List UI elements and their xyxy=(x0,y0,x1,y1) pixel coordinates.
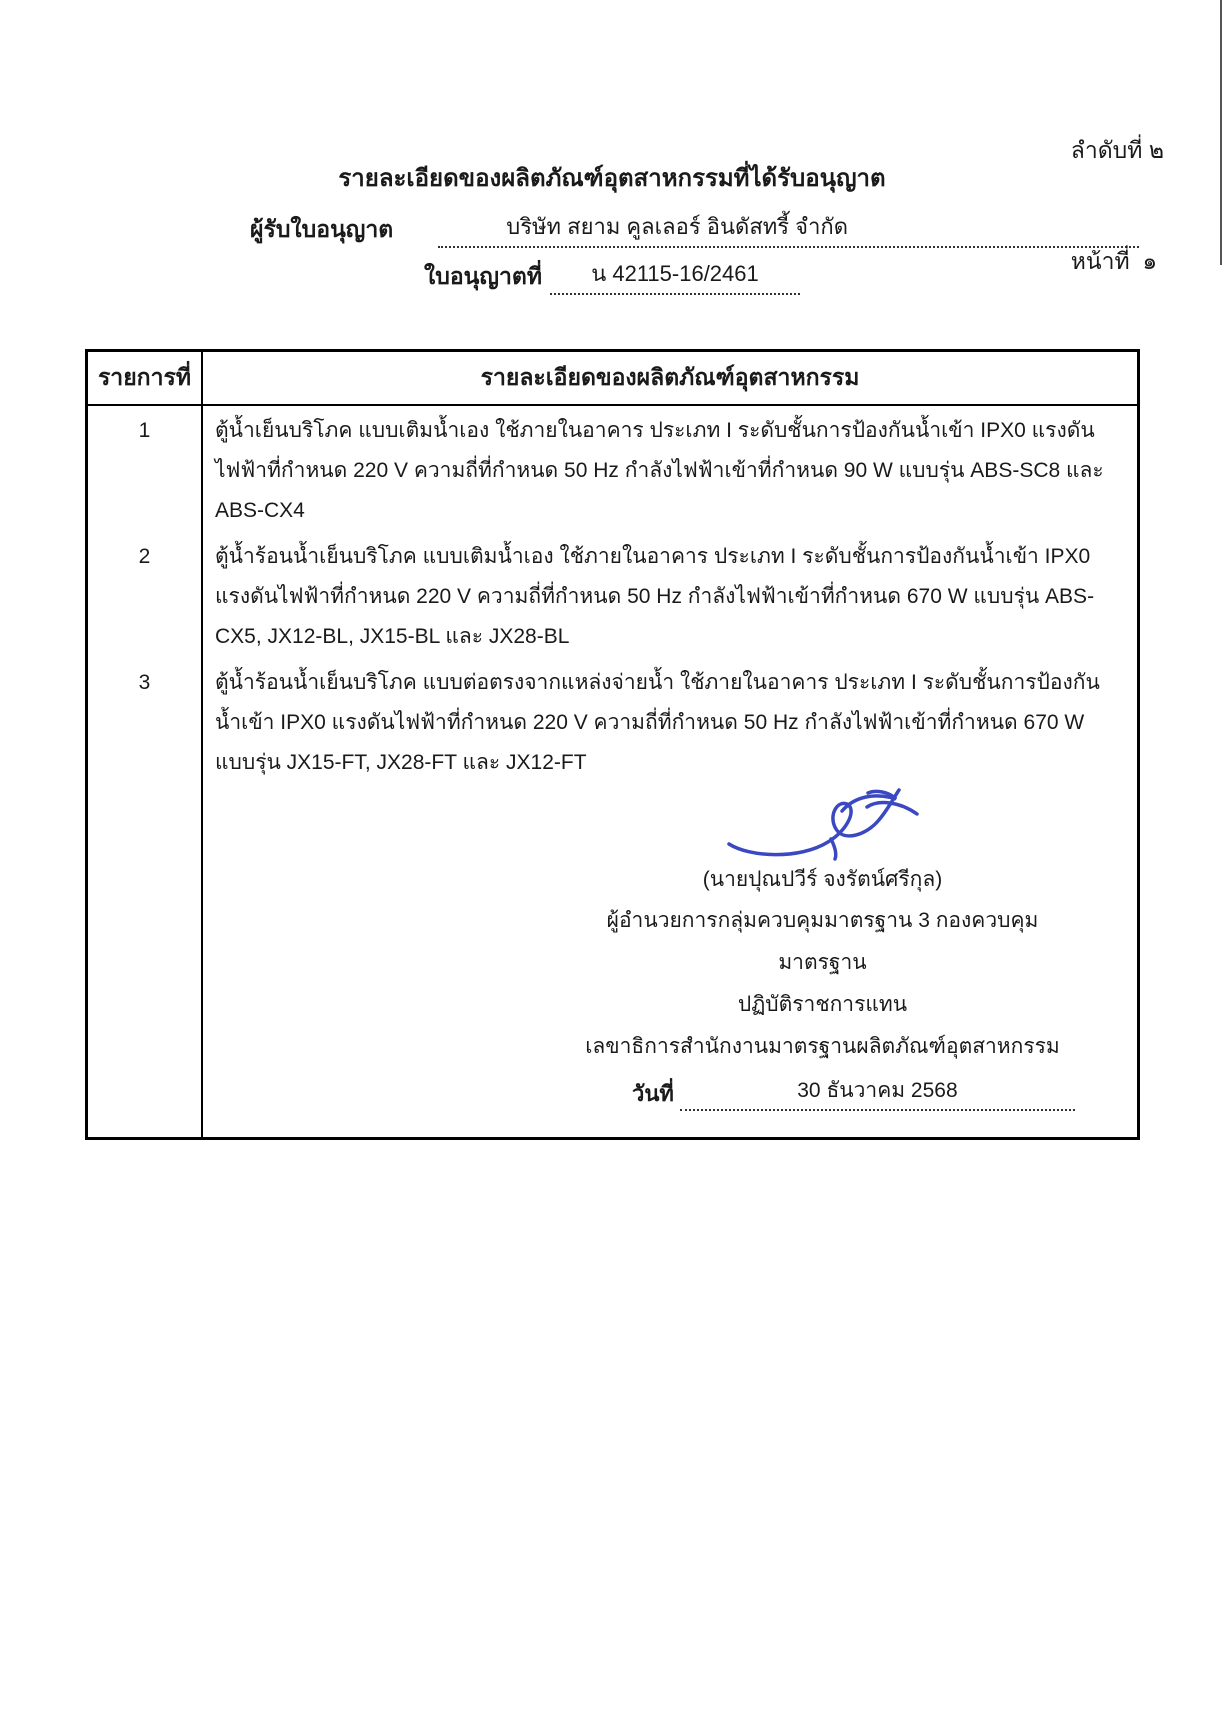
row-number: 2 xyxy=(88,532,203,658)
table-row xyxy=(88,658,1137,784)
table-row xyxy=(88,406,1137,532)
scan-edge-artifact xyxy=(1220,0,1222,265)
product-detail-table xyxy=(85,349,1140,1140)
corner-labels xyxy=(1071,58,1164,354)
signature-block xyxy=(570,784,1075,1137)
date-value: 30 ธันวาคม 2568 xyxy=(680,1074,1075,1111)
row-number: 1 xyxy=(88,406,203,532)
handwritten-signature xyxy=(715,784,930,862)
signer-position-line3: เลขาธิการสำนักงานมาตรฐานผลิตภัณฑ์อุตสาหกรรม xyxy=(585,1035,1060,1058)
row-detail: ตู้น้ำร้อนน้ำเย็นบริโภค แบบเติมน้ำเอง ใช้ภายในอาคาร ประเภท I ระดับชั้นการป้องกันน้ำเข้า IPX0 แรงดันไฟฟ้าที่กำหนด 220 V ความถี่ที่กำหนด 50 Hz กำลังไฟฟ้าเข้าที่กำหนด 670 W แบบรุ่น ABS-CX5, JX12-BL, JX15-BL และ JX28-BL xyxy=(215,545,1095,648)
date-field xyxy=(570,1074,1075,1137)
licensee-field xyxy=(250,209,1139,248)
table-row xyxy=(88,532,1137,658)
page-title: รายละเอียดของผลิตภัณฑ์อุตสาหกรรมที่ได้รับอนุญาต xyxy=(338,165,886,192)
date-label: วันที่ xyxy=(632,1081,674,1106)
column-header-item-no: รายการที่ xyxy=(88,352,203,404)
order-number-label: ลำดับที่ ๒ xyxy=(1070,137,1164,163)
license-no-value: น 42115-16/2461 xyxy=(550,256,800,295)
signer-position-line2: ปฏิบัติราชการแทน xyxy=(737,993,908,1016)
signer-position-line1: ผู้อำนวยการกลุ่มควบคุมมาตรฐาน 3 กองควบคุมมาตรฐาน xyxy=(606,909,1039,974)
row-detail: ตู้น้ำเย็นบริโภค แบบเติมน้ำเอง ใช้ภายในอาคาร ประเภท I ระดับชั้นการป้องกันน้ำเข้า IPX0 แรงดันไฟฟ้าที่กำหนด 220 V ความถี่ที่กำหนด 50 Hz กำลังไฟฟ้าเข้าที่กำหนด 90 W แบบรุ่น ABS-SC8 และ ABS-CX4 xyxy=(215,419,1104,522)
license-no-label: ใบอนุญาตที่ xyxy=(424,263,542,289)
signature-area xyxy=(88,784,1137,1137)
column-header-detail: รายละเอียดของผลิตภัณฑ์อุตสาหกรรม xyxy=(480,364,860,390)
table-header-row xyxy=(88,352,1137,406)
row-number: 3 xyxy=(88,658,203,784)
row-detail: ตู้น้ำร้อนน้ำเย็นบริโภค แบบต่อตรงจากแหล่งจ่ายน้ำ ใช้ภายในอาคาร ประเภท I ระดับชั้นการป้องกันน้ำเข้า IPX0 แรงดันไฟฟ้าที่กำหนด 220 V ความถี่ที่กำหนด 50 Hz กำลังไฟฟ้าเข้าที่กำหนด 670 W แบบรุ่น JX15-FT, JX28-FT และ JX12-FT xyxy=(215,671,1100,774)
licensee-value: บริษัท สยาม คูลเลอร์ อินดัสทรี้ จำกัด xyxy=(438,209,1139,248)
signer-name: (นายปุณปวีร์ จงรัตน์ศรีกุล) xyxy=(702,868,943,891)
licensee-label: ผู้รับใบอนุญาต xyxy=(250,216,394,242)
page-number-label: หน้าที่ ๑ xyxy=(1070,248,1158,274)
